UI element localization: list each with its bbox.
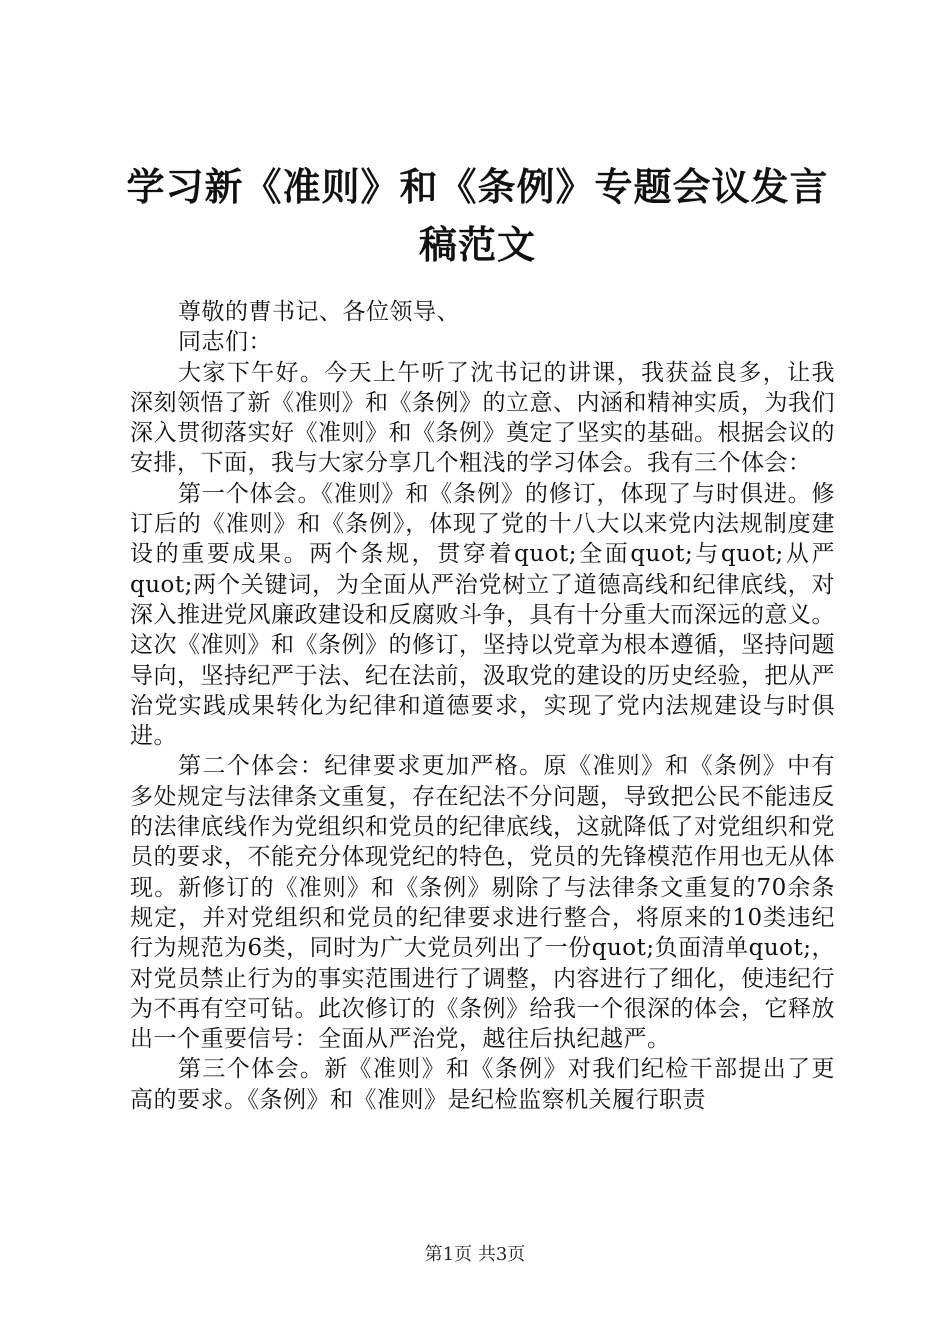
salutation-line-2: 同志们： (178, 329, 272, 356)
paragraph-third-point: 第三个体会。新《准则》和《条例》对我们纪检干部提出了更高的要求。《条例》和《准则》是纪检监察机关履行职责 (130, 1056, 835, 1113)
salutation-line-1: 尊敬的曹书记、各位领导、 (178, 299, 460, 325)
document-title: 学习新《准则》和《条例》专题会议发言稿范文 (126, 164, 829, 267)
page-number-footer: 第1页 共3页 (424, 1244, 526, 1265)
document-body (130, 297, 835, 1115)
paragraph-first-point: 第一个体会。《准则》和《条例》的修订，体现了与时俱进。修订后的《准则》和《条例》，体现了党的十八大以来党内法规制度建设的重要成果。两个条规，贯穿着quot;全面quot;与quot;从严quot;两个关键词，为全面从严治党树立了道德高线和纪律底线，对深入推进党风廉政建设和反腐败斗争，具有十分重大而深远的意义。这次《准则》和《条例》的修订，坚持以党章为根本遵循，坚持问题导向，坚持纪严于法、纪在法前，汲取党的建设的历史经验，把从严治党实践成果转化为纪律和道德要求，实现了党内法规建设与时俱进。 (130, 480, 835, 750)
paragraph-opening: 大家下午好。今天上午听了沈书记的讲课，我获益良多，让我深刻领悟了新《准则》和《条例》的立意、内涵和精神实质，为我们深入贯彻落实好《准则》和《条例》奠定了坚实的基础。根据会议的安排，下面，我与大家分享几个粗浅的学习体会。我有三个体会： (130, 359, 835, 477)
paragraph-second-point: 第二个体会：纪律要求更加严格。原《准则》和《条例》中有多处规定与法律条文重复，存在纪法不分问题，导致把公民不能违反的法律底线作为党组织和党员的纪律底线，这就降低了对党组织和党员的要求，不能充分体现党纪的特色，党员的先锋模范作用也无从体现。新修订的《准则》和《条例》剔除了与法律条文重复的70余条规定，并对党组织和党员的纪律要求进行整合，将原来的10类违纪行为规范为6类，同时为广大党员列出了一份quot;负面清单quot;，对党员禁止行为的事实范围进行了调整，内容进行了细化，使违纪行为不再有空可钻。此次修订的《条例》给我一个很深的体会，它释放出一个重要信号：全面从严治党，越往后执纪越严。 (130, 753, 835, 1053)
